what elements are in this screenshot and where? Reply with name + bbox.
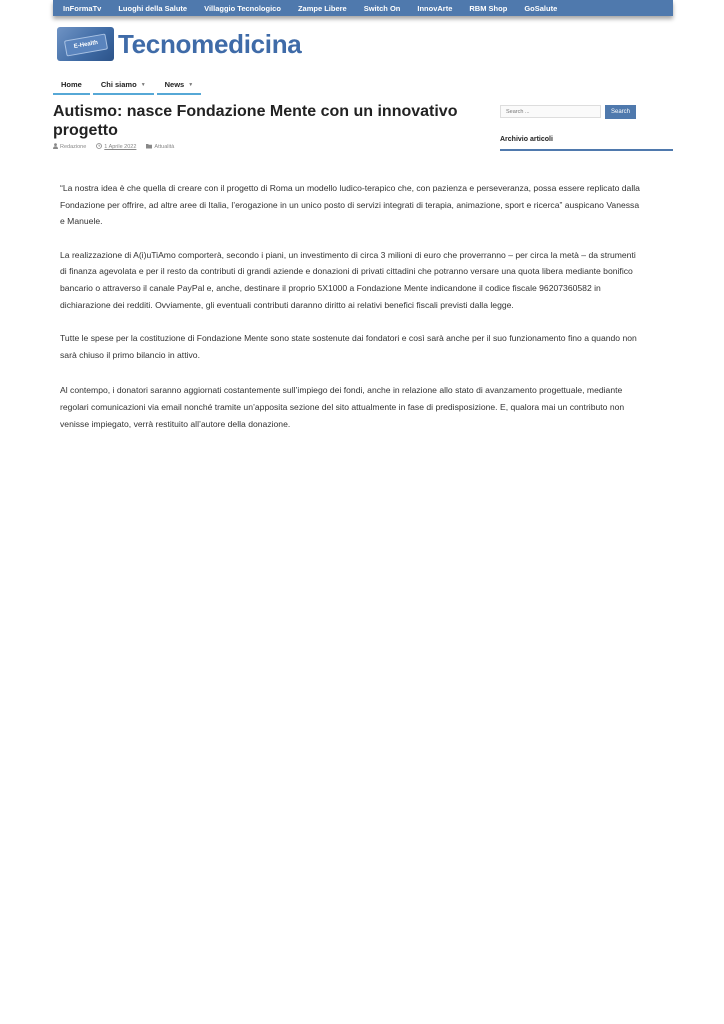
topbar-link-informatv[interactable]: InFormaTv bbox=[63, 3, 102, 13]
article-author[interactable] bbox=[53, 143, 86, 151]
category-name: Attualità bbox=[154, 144, 175, 150]
date-text: 1 Aprile 2022 bbox=[104, 144, 137, 150]
topbar-link-switch-on[interactable]: Switch On bbox=[363, 3, 401, 13]
author-name: Redazione bbox=[60, 144, 87, 150]
chevron-down-icon: ▼ bbox=[188, 82, 194, 88]
article-body bbox=[60, 180, 640, 449]
nav-chi-siamo-label: Chi siamo bbox=[100, 80, 137, 89]
topbar-link-gosalute[interactable]: GoSalute bbox=[524, 3, 558, 13]
nav-home-label: Home bbox=[61, 80, 82, 89]
nav-item-news[interactable] bbox=[157, 79, 202, 95]
search-widget bbox=[500, 105, 636, 119]
article-paragraph: “La nostra idea è che quella di creare con il progetto di Roma un modello ludico-terapico che, con pazienza e perseveranza, possa essere replicato dalla Fondazione per offrire, ad altre aree di Italia, l’erogazione in un unico posto di servizi integrati di terapia, animazione, sport e ricerca” auspicano Vanessa e Manuele. bbox=[60, 183, 640, 227]
topbar-link-innovarte[interactable]: InnovArte bbox=[417, 3, 453, 13]
nav-item-home[interactable] bbox=[53, 79, 90, 95]
search-input[interactable] bbox=[500, 105, 601, 118]
topbar-link-zampe-libere[interactable]: Zampe Libere bbox=[297, 3, 347, 13]
topbar-link-villaggio-tecnologico[interactable]: Villaggio Tecnologico bbox=[204, 3, 281, 13]
topbar-link-rbm-shop[interactable]: RBM Shop bbox=[469, 3, 508, 13]
site-name: Tecnomedicina bbox=[118, 28, 302, 59]
archive-widget-title: Archivio articoli bbox=[500, 136, 673, 151]
article-paragraph: La realizzazione di A(i)uTiAmo comporterà, secondo i piani, un investimento di circa 3 milioni di euro che proverranno – per circa la metà – da strumenti di finanza agevolata e per il resto da contributi di grandi aziende e donazioni di privati cittadini che potranno versare una quota libera mediante bonifico bancario o attraverso il canale PayPal e, anche, destinare il proprio 5X1000 a Fondazione Mente indicandone il codice fiscale 96207360582 in dichiarazione dei redditi. Ovviamente, gli eventuali contributi daranno diritto ai relativi benefici fiscali previsti dalla legge. bbox=[60, 249, 636, 310]
nav-news-label: News bbox=[164, 80, 185, 89]
folder-icon bbox=[146, 143, 152, 151]
user-icon bbox=[53, 143, 58, 151]
site-logo[interactable] bbox=[57, 26, 301, 62]
main-navigation bbox=[53, 79, 204, 95]
logo-badge: E-Health bbox=[64, 33, 108, 56]
article-paragraph: Al contempo, i donatori saranno aggiornati costantemente sull’impiego dei fondi, anche in relazione allo stato di avanzamento progettuale, mediante regolari comunicazioni via email nonché tramite un’apposita sezione del sito attualmente in fase di predisposizione. E, qualora mai un contributo non venisse impiegato, verrà restituito all’autore della donazione. bbox=[60, 385, 625, 429]
article-paragraph: Tutte le spese per la costituzione di Fondazione Mente sono state sostenute dai fondatori e così sarà anche per il suo funzionamento fino a quando non sarà chiuso il primo bilancio in attivo. bbox=[60, 333, 637, 360]
article-category[interactable] bbox=[146, 143, 174, 151]
article-date[interactable] bbox=[96, 143, 136, 151]
search-button[interactable]: Search bbox=[605, 105, 636, 119]
topbar-link-luoghi-della-salute[interactable]: Luoghi della Salute bbox=[118, 3, 188, 13]
top-navigation-bar bbox=[53, 0, 673, 16]
nav-item-chi-siamo[interactable] bbox=[93, 79, 154, 95]
clock-icon bbox=[96, 143, 102, 151]
chevron-down-icon: ▼ bbox=[140, 82, 146, 88]
article-meta bbox=[53, 143, 174, 151]
article-title: Autismo: nasce Fondazione Mente con un innovativo progetto bbox=[53, 103, 458, 139]
keyboard-logo-icon bbox=[57, 27, 114, 61]
